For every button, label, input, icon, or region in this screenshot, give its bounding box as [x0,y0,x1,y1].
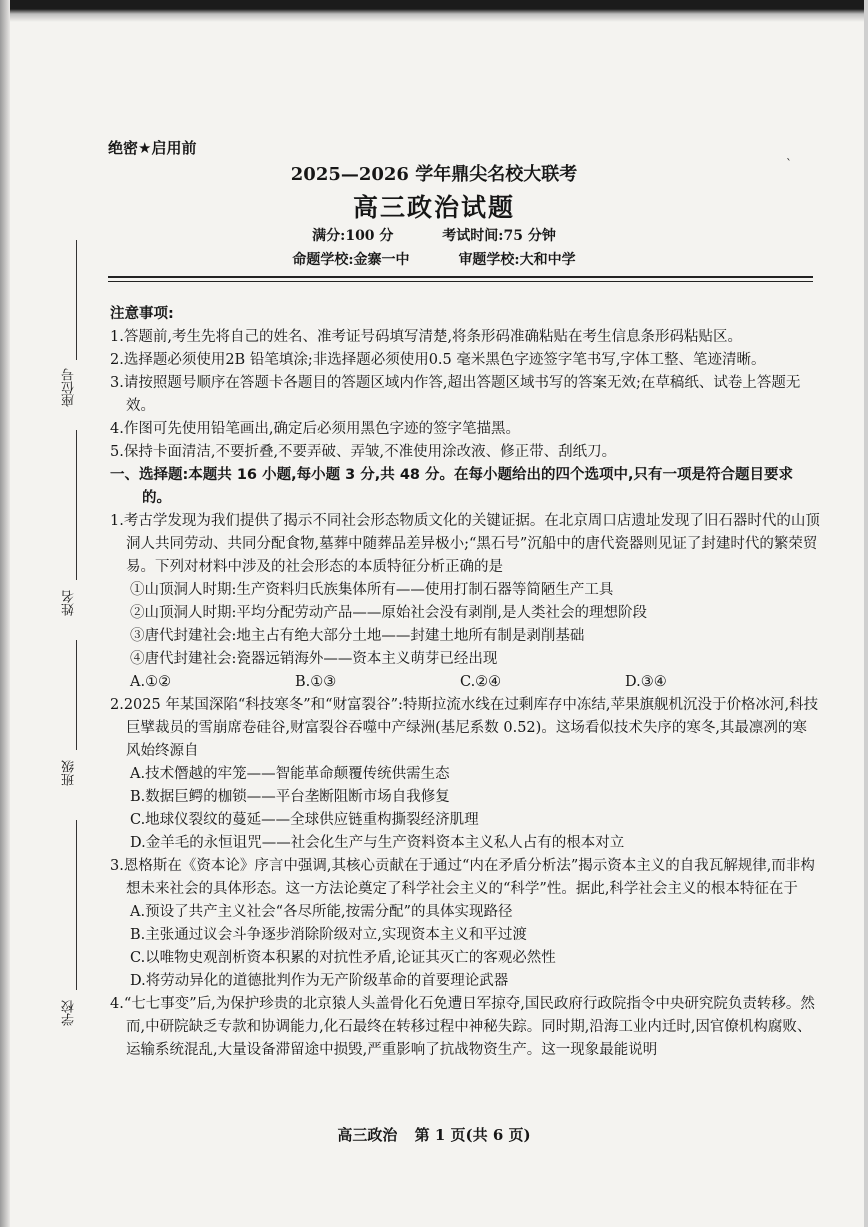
question-statement: ①山顶洞人时期:生产资料归氏族集体所有——使用打制石器等简陋生产工具 [130,582,614,598]
option-d: D.③④ [625,674,667,690]
footer-subject: 高三政治 [337,1126,398,1144]
question-stem: 4.“七七事变”后,为保护珍贵的北京猿人头盖骨化石免遭日军掠夺,国民政府行政院指令中央研究院负责转移。然而,中研院缺乏专款和协调能力,化石最终在转移过程中神秘失踪。同时期,沿海工业内迁时,因官僚机构腐败、运输系统混乱,大量设备滞留途中损毁,严重影响了抗战物资生产。这一现象最能说明 [110,996,815,1058]
scan-speck: ` [786,157,792,171]
option-c: C.地球仪裂纹的蔓延——全球供应链重构撕裂经济肌理 [130,812,479,828]
option-c: C.以唯物史观剖析资本积累的对抗性矛盾,论证其灭亡的客观必然性 [130,950,556,966]
option-b: B.主张通过议会斗争逐步消除阶级对立,实现资本主义和平过渡 [130,927,527,943]
side-label-class: 班级 [62,760,77,786]
subject-title: 高三政治试题 [352,193,515,222]
exam-time: 考试时间:75 分钟 [442,228,556,244]
exam-meta-score-time [0,225,868,245]
option-b: B.①③ [295,674,337,690]
full-score: 满分:100 分 [312,228,394,244]
notice-item: 4.作图可先使用铅笔画出,确定后必须用黑色字迹的签字笔描黑。 [110,421,520,437]
question-statement: ②山顶洞人时期:平均分配劳动产品——原始社会没有剥削,是人类社会的理想阶段 [130,605,647,621]
side-label-school: 学校 [62,1000,77,1026]
header-rule-thick [108,276,813,278]
school-line [76,820,77,990]
notice-item: 5.保持卡面清洁,不要折叠,不要弄破、弄皱,不准使用涂改液、修正带、刮纸刀。 [110,444,617,460]
question-statement: ④唐代封建社会:瓷器远销海外——资本主义萌芽已经出现 [130,651,498,667]
page-footer [0,1124,868,1145]
class-line [76,640,77,750]
option-d: D.将劳动异化的道德批判作为无产阶级革命的首要理论武器 [130,973,509,989]
side-label-seat: 座位号 [62,368,77,407]
notice-title: 注意事项: [110,306,174,322]
question-stem: 1.考古学发现为我们提供了揭示不同社会形态物质文化的关键证据。在北京周口店遗址发现了旧石器时代的山顶洞人共同劳动、共同分配食物,墓葬中随葬品差异极小;“黑石号”沉船中的唐代瓷器则见证了封建时代的繁荣贸易。下列对材料中涉及的社会形态的本质特征分析正确的是 [110,513,820,575]
notice-item: 2.选择题必须使用2B 铅笔填涂;非选择题必须使用0.5 毫米黑色字迹签字笔书写,字体工整、笔迹清晰。 [110,352,766,368]
notice-item: 3.请按照题号顺序在答题卡各题目的答题区域内作答,超出答题区域书写的答案无效;在草稿纸、试卷上答题无效。 [110,375,801,414]
footer-page-number: 第 1 页(共 6 页) [414,1126,531,1144]
scan-top-edge [0,0,868,22]
option-b: B.数据巨鳄的枷锁——平台垄断阻断市场自我修复 [130,789,450,805]
answer-options [110,671,820,694]
reviewer-school: 审题学校:大和中学 [458,252,576,268]
exam-meta-schools [0,249,868,269]
option-a: A.技术僭越的牢笼——智能革命颠覆传统供需生态 [130,766,450,782]
option-d: D.金羊毛的永恒诅咒——社会化生产与生产资料资本主义私人占有的根本对立 [130,835,625,851]
question-stem: 2.2025 年某国深陷“科技寒冬”和“财富裂谷”:特斯拉流水线在过剩库存中冻结,苹果旗舰机沉没于价格冰河,科技巨擘裁员的雪崩席卷硅谷,财富裂谷吞噬中产绿洲(基尼系数 0.52)。这场看似技术失序的寒冬,其最凛冽的寒风始终源自 [110,697,819,759]
notice-item: 1.答题前,考生先将自己的姓名、准考证号码填写清楚,将条形码准确粘贴在考生信息条形码粘贴区。 [110,329,743,345]
question-stem: 3.恩格斯在《资本论》序言中强调,其核心贡献在于通过“内在矛盾分析法”揭示资本主义的自我瓦解规律,而非构想未来社会的具体形态。这一方法论奠定了科学社会主义的“科学”性。据此,科学社会主义的根本特征在于 [110,858,815,897]
option-a: A.①② [130,674,172,690]
exam-content [110,303,820,1062]
side-label-name: 姓名 [62,590,77,616]
setter-school: 命题学校:金寨一中 [292,252,410,268]
exam-title: 2025—2026 学年鼎尖名校大联考 [290,164,578,185]
option-a: A.预设了共产主义社会“各尽所能,按需分配”的具体实现路径 [130,904,513,920]
question-statement: ③唐代封建社会:地主占有绝大部分土地——封建土地所有制是剥削基础 [130,628,585,644]
confidential-mark: 绝密★启用前 [108,139,197,157]
name-line-top [76,430,77,580]
seat-line [76,240,77,360]
header-rule-thin [108,281,813,282]
option-c: C.②④ [460,674,502,690]
section-heading: 一、选择题:本题共 16 小题,每小题 3 分,共 48 分。在每小题给出的四个选项中,只有一项是符合题目要求的。 [110,467,794,506]
